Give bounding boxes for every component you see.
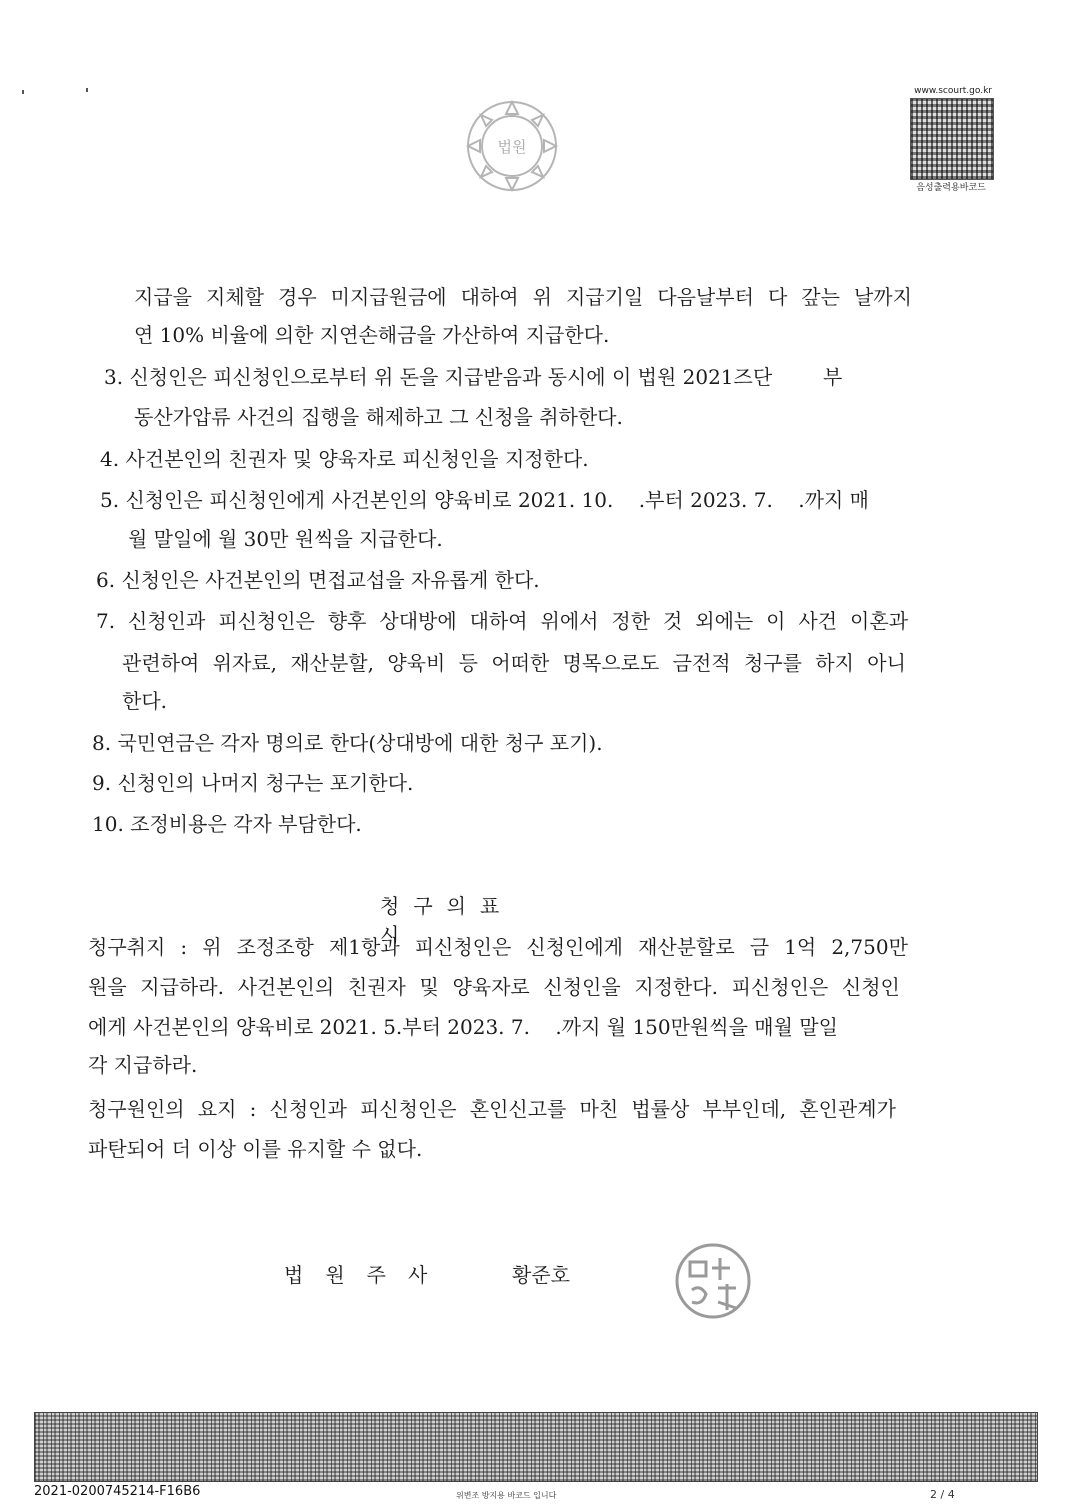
body-line: 5. 신청인은 피신청인에게 사건본인의 양육비로 2021. 10. .부터 2023. 7. .까지 매 <box>100 488 869 512</box>
body-line: 지급을 지체할 경우 미지급원금에 대하여 위 지급기일 다음날부터 다 갚는 날까지 <box>134 285 912 309</box>
body-line: 관련하여 위자료, 재산분할, 양육비 등 어떠한 명목으로도 금전적 청구를 하지 아니 <box>122 651 906 675</box>
barcode-note: 위변조 방지용 바코드 입니다 <box>456 1491 557 1500</box>
claim-line: 청구취지 : 위 조정조항 제1항과 피신청인은 신청인에게 재산분할로 금 1억 2,750만 <box>88 935 908 959</box>
scan-mark <box>86 88 88 92</box>
qr-url: www.scourt.go.kr <box>914 86 992 96</box>
body-line: 동산가압류 사건의 집행을 해제하고 그 신청을 취하한다. <box>134 405 623 429</box>
claim-line: 원을 지급하라. 사건본인의 친권자 및 양육자로 신청인을 지정한다. 피신청인은 신청인 <box>88 975 900 999</box>
section-title: 청구의표시 <box>380 894 514 947</box>
claim-line: 에게 사건본인의 양육비로 2021. 5.부터 2023. 7. .까지 월 150만원씩을 매월 말일 <box>88 1015 838 1039</box>
signature-name: 황준호 <box>512 1263 570 1287</box>
document-id: 2021-0200745214-F16B6 <box>34 1484 201 1499</box>
body-line: 9. 신청인의 나머지 청구는 포기한다. <box>92 771 414 795</box>
body-line: 10. 조정비용은 각자 부담한다. <box>92 812 362 836</box>
anti-forgery-barcode <box>34 1412 1038 1482</box>
page-number: 2 / 4 <box>930 1488 955 1501</box>
body-line: 7. 신청인과 피신청인은 향후 상대방에 대하여 위에서 정한 것 외에는 이 사건 이혼과 <box>96 609 908 633</box>
body-line: 한다. <box>122 689 167 713</box>
qr-caption: 음성출력용바코드 <box>916 183 986 193</box>
body-line: 4. 사건본인의 친권자 및 양육자로 피신청인을 지정한다. <box>100 447 589 471</box>
body-line: 6. 신청인은 사건본인의 면접교섭을 자유롭게 한다. <box>96 568 540 592</box>
body-line: 8. 국민연금은 각자 명의로 한다(상대방에 대한 청구 포기). <box>92 731 603 755</box>
signature-role: 법원주사 <box>284 1263 450 1287</box>
body-line: 3. 신청인은 피신청인으로부터 위 돈을 지급받음과 동시에 이 법원 2021즈단 부 <box>104 365 843 389</box>
claim-line: 청구원인의 요지 : 신청인과 피신청인은 혼인신고를 마친 법률상 부부인데, 혼인관계가 <box>88 1097 896 1121</box>
official-seal-icon <box>672 1240 754 1322</box>
emblem-text: 법원 <box>497 138 527 156</box>
claim-line: 파탄되어 더 이상 이를 유지할 수 없다. <box>88 1137 423 1161</box>
scan-mark <box>22 90 24 94</box>
claim-line: 각 지급하라. <box>88 1053 198 1077</box>
body-line: 월 말일에 월 30만 원씩을 지급한다. <box>128 527 443 551</box>
court-emblem-icon <box>462 96 562 196</box>
body-line: 연 10% 비율에 의한 지연손해금을 가산하여 지급한다. <box>134 323 610 347</box>
qr-code <box>910 98 994 180</box>
